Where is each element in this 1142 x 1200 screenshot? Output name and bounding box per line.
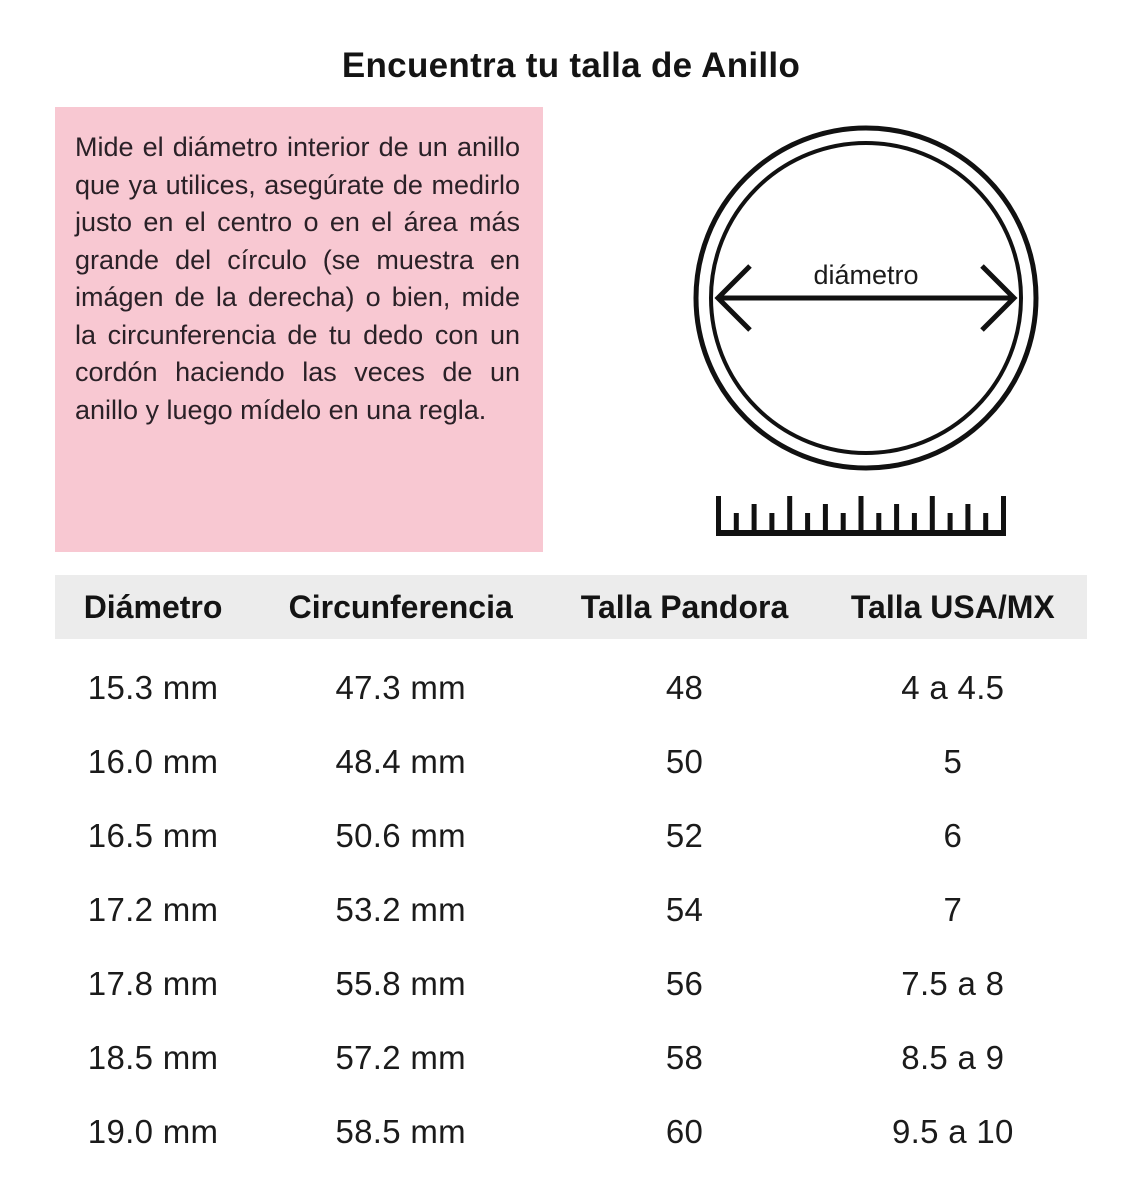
column-header-circunferencia: Circunferencia (288, 588, 513, 625)
cell-circumference: 47.3 mm (335, 669, 466, 706)
cell-diameter: 19.0 mm (87, 1113, 219, 1150)
table-row (55, 947, 1087, 1021)
cell-usa-mx-size: 7.5 a 8 (901, 965, 1005, 1002)
cell-usa-mx-size: 8.5 a 9 (901, 1039, 1005, 1076)
cell-diameter: 17.8 mm (87, 965, 219, 1002)
table-row (55, 799, 1087, 873)
column-header-talla-usa-mx: Talla USA/MX (850, 588, 1055, 625)
cell-pandora-size: 58 (665, 1039, 704, 1076)
table-row (55, 873, 1087, 947)
cell-usa-mx-size: 4 a 4.5 (901, 669, 1005, 706)
diameter-label: diámetro (813, 260, 919, 290)
cell-diameter: 16.5 mm (87, 817, 219, 854)
table-row (55, 725, 1087, 799)
table-row (55, 1095, 1087, 1169)
instructions-text: Mide el diámetro interior de un anillo que ya utilices, asegúrate de medirlo justo en el centro o en el área más grande del círculo (se muestra en imágen de la derecha) o bien, mide la circunferencia de tu dedo con un cordón haciendo las veces de un anillo y luego mídelo en una regla. (75, 132, 520, 425)
cell-usa-mx-size: 5 (943, 743, 963, 780)
ruler-ticks (716, 496, 1006, 530)
cell-circumference: 58.5 mm (335, 1113, 466, 1150)
cell-pandora-size: 56 (665, 965, 704, 1002)
table-body (55, 639, 1087, 1169)
cell-pandora-size: 54 (665, 891, 704, 928)
cell-circumference: 53.2 mm (335, 891, 466, 928)
table-row (55, 651, 1087, 725)
cell-circumference: 48.4 mm (335, 743, 466, 780)
column-header-talla-pandora: Talla Pandora (580, 588, 789, 625)
table-header-row (55, 575, 1087, 639)
cell-circumference: 55.8 mm (335, 965, 466, 1002)
cell-pandora-size: 48 (665, 669, 704, 706)
ring-diagram-icon (688, 120, 1044, 476)
cell-pandora-size: 50 (665, 743, 704, 780)
ruler-icon (716, 496, 1006, 536)
cell-usa-mx-size: 6 (943, 817, 963, 854)
column-header-diametro: Diámetro (83, 588, 223, 625)
table-row (55, 1021, 1087, 1095)
size-table (55, 575, 1087, 1169)
cell-pandora-size: 60 (665, 1113, 704, 1150)
cell-diameter: 15.3 mm (87, 669, 219, 706)
cell-pandora-size: 52 (665, 817, 704, 854)
instructions-box (55, 107, 543, 552)
cell-diameter: 18.5 mm (87, 1039, 219, 1076)
cell-diameter: 16.0 mm (87, 743, 219, 780)
cell-usa-mx-size: 9.5 a 10 (891, 1113, 1014, 1150)
cell-diameter: 17.2 mm (87, 891, 219, 928)
cell-circumference: 50.6 mm (335, 817, 466, 854)
cell-usa-mx-size: 7 (943, 891, 963, 928)
page-title: Encuentra tu talla de Anillo (341, 46, 801, 85)
cell-circumference: 57.2 mm (335, 1039, 466, 1076)
